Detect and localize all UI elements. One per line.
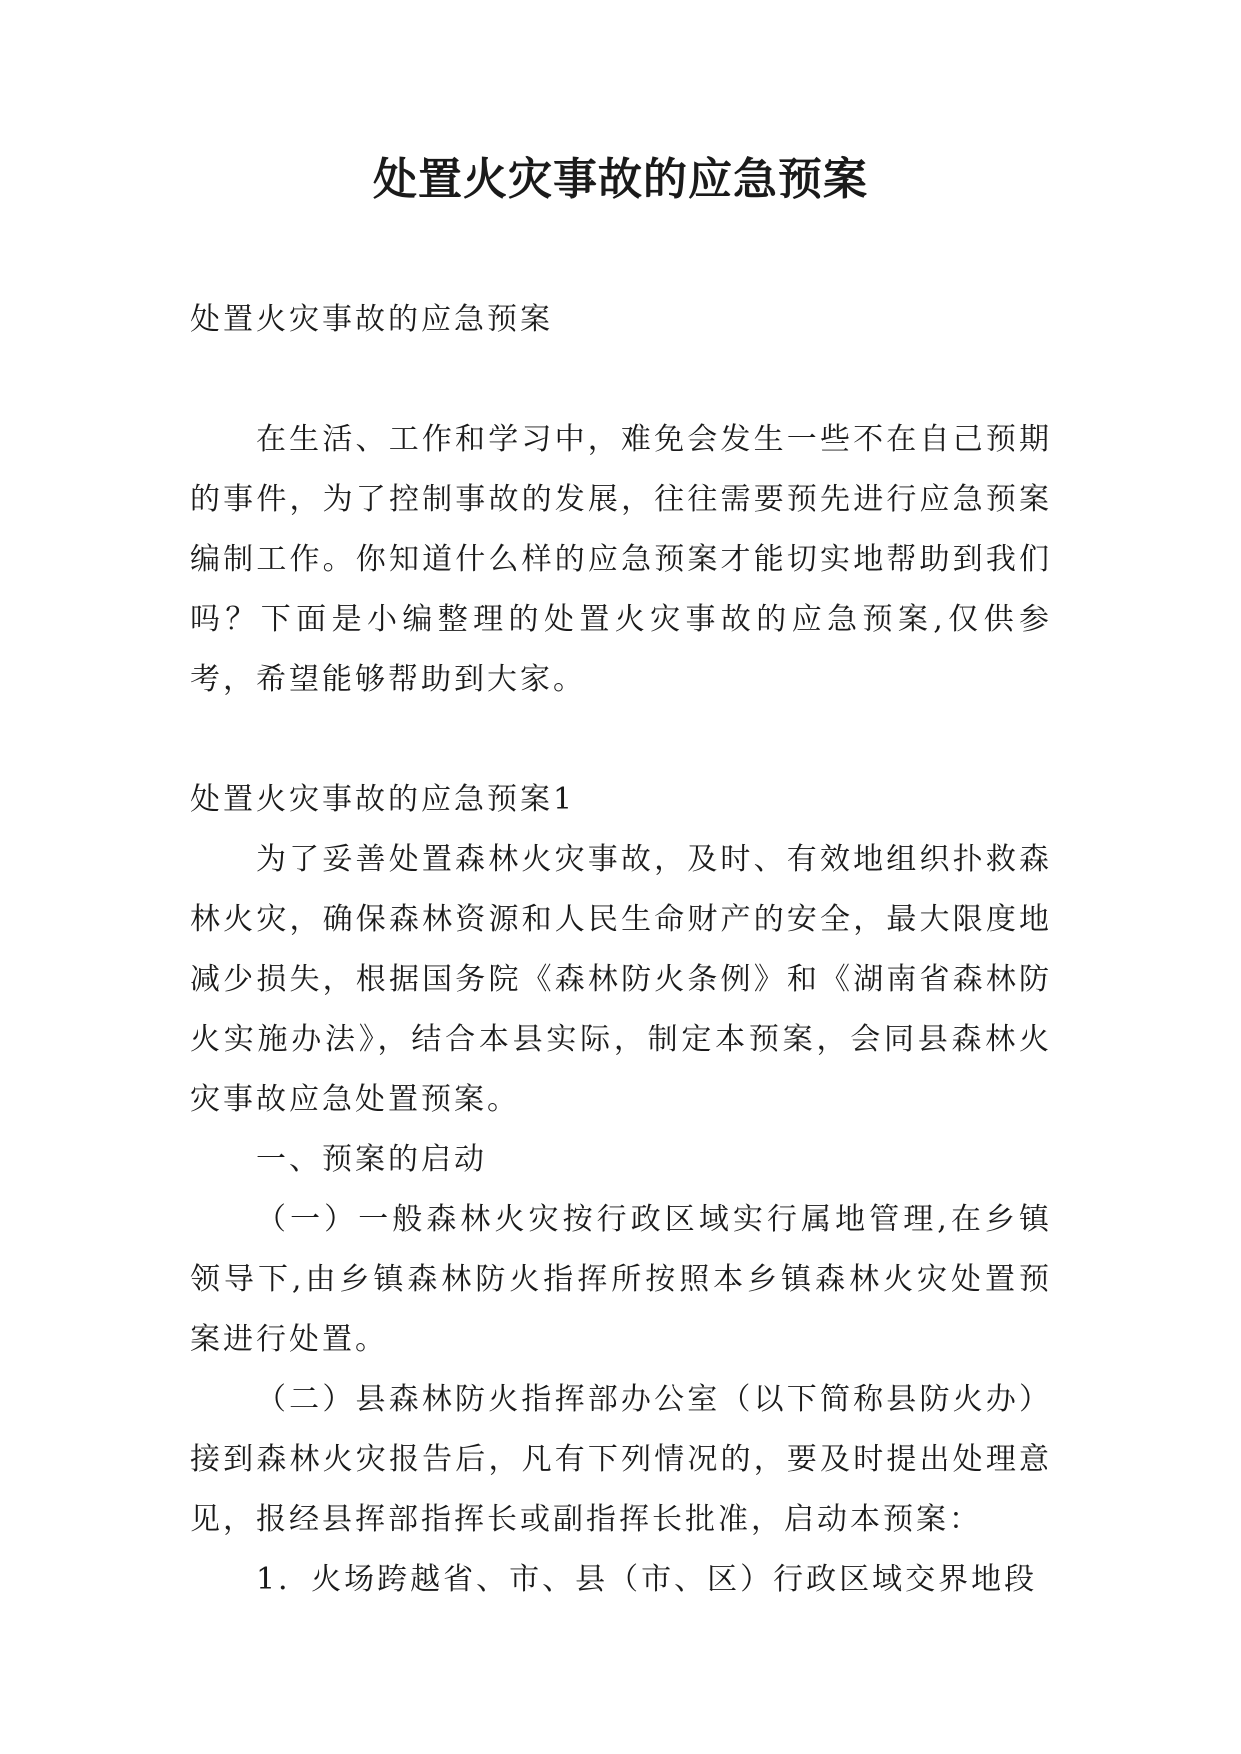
section-heading: 处置火灾事故的应急预案1 <box>190 782 576 817</box>
document-body <box>190 290 1052 1610</box>
clause-paragraph-1: （一）一般森林火灾按行政区域实行属地管理,在乡镇领导下,由乡镇森林防火指挥所按照本乡镇森林火灾处置预案进行处置。 <box>190 1202 1052 1357</box>
clause-paragraph-2: （二）县森林防火指挥部办公室（以下简称县防火办）接到森林火灾报告后，凡有下列情况的，要及时提出处理意见，报经县挥部指挥长或副指挥长批准，启动本预案： <box>190 1382 1052 1537</box>
subtitle-paragraph: 处置火灾事故的应急预案 <box>190 302 553 337</box>
document-title: 处置火灾事故的应急预案 <box>373 154 868 205</box>
list-item-1: 1．火场跨越省、市、县（市、区）行政区域交界地段 <box>256 1562 1038 1597</box>
intro-paragraph: 在生活、工作和学习中，难免会发生一些不在自己预期的事件，为了控制事故的发展，往往需要预先进行应急预案编制工作。你知道什么样的应急预案才能切实地帮助到我们吗？下面是小编整理的处置火灾事故的应急预案,仅供参考，希望能够帮助到大家。 <box>190 422 1052 697</box>
purpose-paragraph: 为了妥善处置森林火灾事故，及时、有效地组织扑救森林火灾，确保森林资源和人民生命财产的安全，最大限度地减少损失，根据国务院《森林防火条例》和《湖南省森林防火实施办法》，结合本县实际，制定本预案，会同县森林火灾事故应急处置预案。 <box>190 842 1052 1117</box>
chapter-heading: 一、预案的启动 <box>256 1142 487 1177</box>
